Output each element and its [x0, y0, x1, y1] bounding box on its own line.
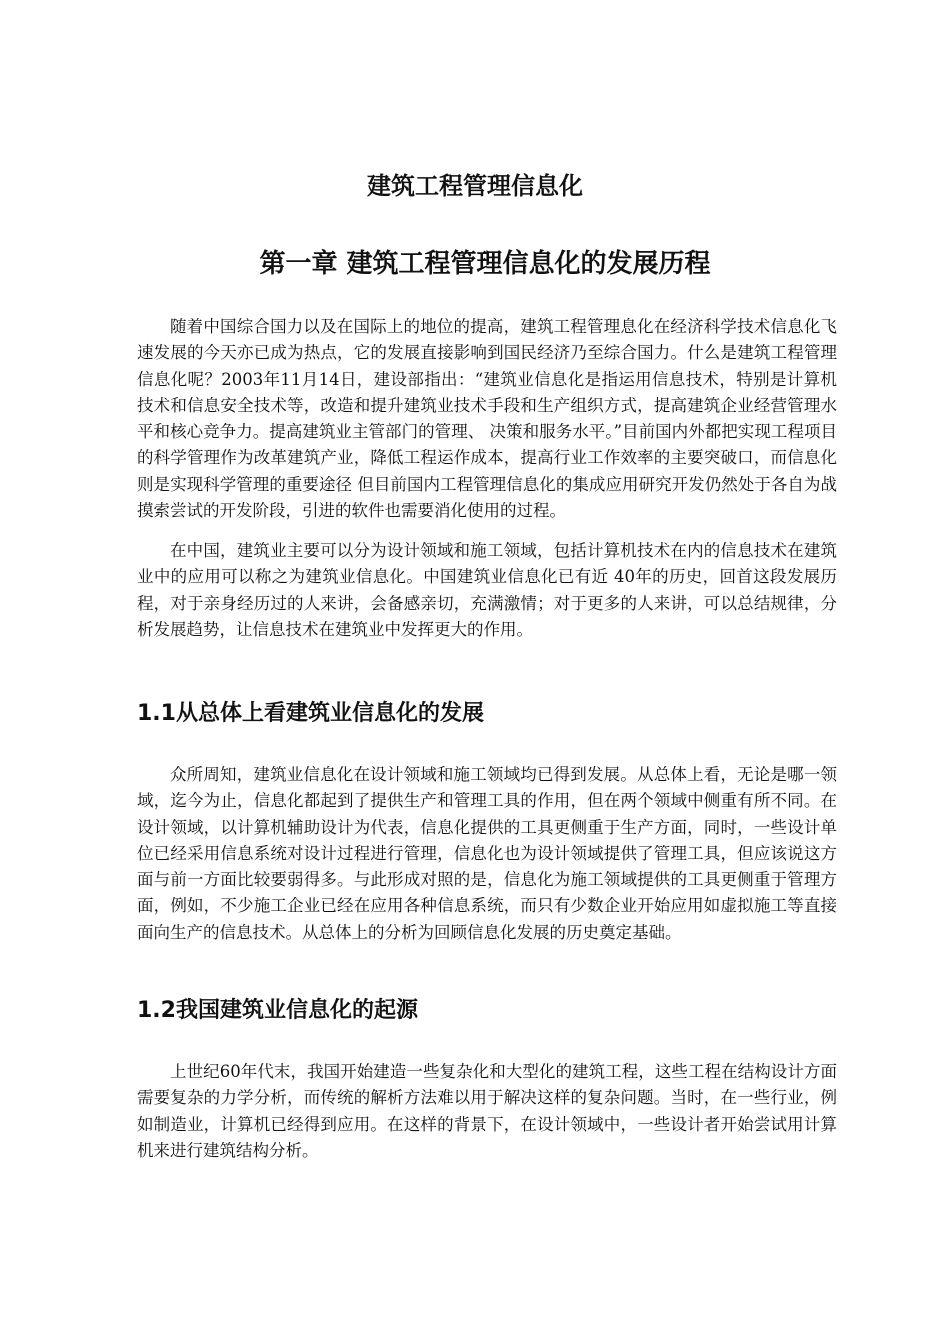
section-heading-1-1: 1.1从总体上看建筑业信息化的发展 [137, 701, 484, 726]
chapter-title: 第一章 建筑工程管理信息化的发展历程 [259, 249, 711, 279]
intro-paragraph-1: 随着中国综合国力以及在国际上的地位的提高，建筑工程管理息化在经济科学技术信息化飞速发展的今天亦已成为热点，它的发展直接影响到国民经济乃至综合国力。什么是建筑工程管理信息化呢？2003年11月14日，建设部指出：“建筑业信息化是指运用信息技术，特别是计算机技术和信息安全技术等，改造和提升建筑业技术手段和生产组织方式，提高建筑企业经营管理水平和核心竞争力。提高建筑业主管部门的管理、 决策和服务水平。”目前国内外都把实现工程项目的科学管理作为改革建筑产业，降低工程运作成本，提高行业工作效率的主要突破口，而信息化则是实现科学管理的重要途径 但目前国内工程管理信息化的集成应用研究开发仍然处于各自为战摸索尝试的开发阶段，引进的软件也需要消化使用的过程。 [137, 317, 837, 521]
intro-paragraph-2: 在中国，建筑业主要可以分为设计领域和施工领域，包括计算机技术在内的信息技术在建筑业中的应用可以称之为建筑业信息化。中国建筑业信息化已有近 40年的历史，回首这段发展历程，对于亲身经历过的人来讲，会备感亲切，充满激情；对于更多的人来讲，可以总结规律，分析发展趋势，让信息技术在建筑业中发挥更大的作用。 [137, 541, 837, 639]
section-paragraph-1-2: 上世纪60年代末，我国开始建造一些复杂化和大型化的建筑工程，这些工程在结构设计方面需要复杂的力学分析，而传统的解析方法难以用于解决这样的复杂问题。当时，在一些行业，例如制造业，计算机已经得到应用。在这样的背景下，在设计领域中，一些设计者开始尝试用计算机来进行建筑结构分析。 [137, 1062, 837, 1160]
section-paragraph-1-1: 众所周知，建筑业信息化在设计领域和施工领域均已得到发展。从总体上看，无论是哪一领域，迄今为止，信息化都起到了提供生产和管理工具的作用，但在两个领域中侧重有所不同。在设计领域，以计算机辅助设计为代表，信息化提供的工具更侧重于生产方面，同时，一些设计单位已经采用信息系统对设计过程进行管理，信息化也为设计领域提供了管理工具，但应该说这方面与前一方面比较要弱得多。与此形成对照的是，信息化为施工领域提供的工具更侧重于管理方面，例如，不少施工企业已经在应用各种信息系统，而只有少数企业开始应用如虚拟施工等直接面向生产的信息技术。从总体上的分析为回顾信息化发展的历史奠定基础。 [137, 765, 837, 942]
document-title: 建筑工程管理信息化 [367, 172, 583, 200]
section-heading-1-2: 1.2我国建筑业信息化的起源 [137, 998, 418, 1023]
